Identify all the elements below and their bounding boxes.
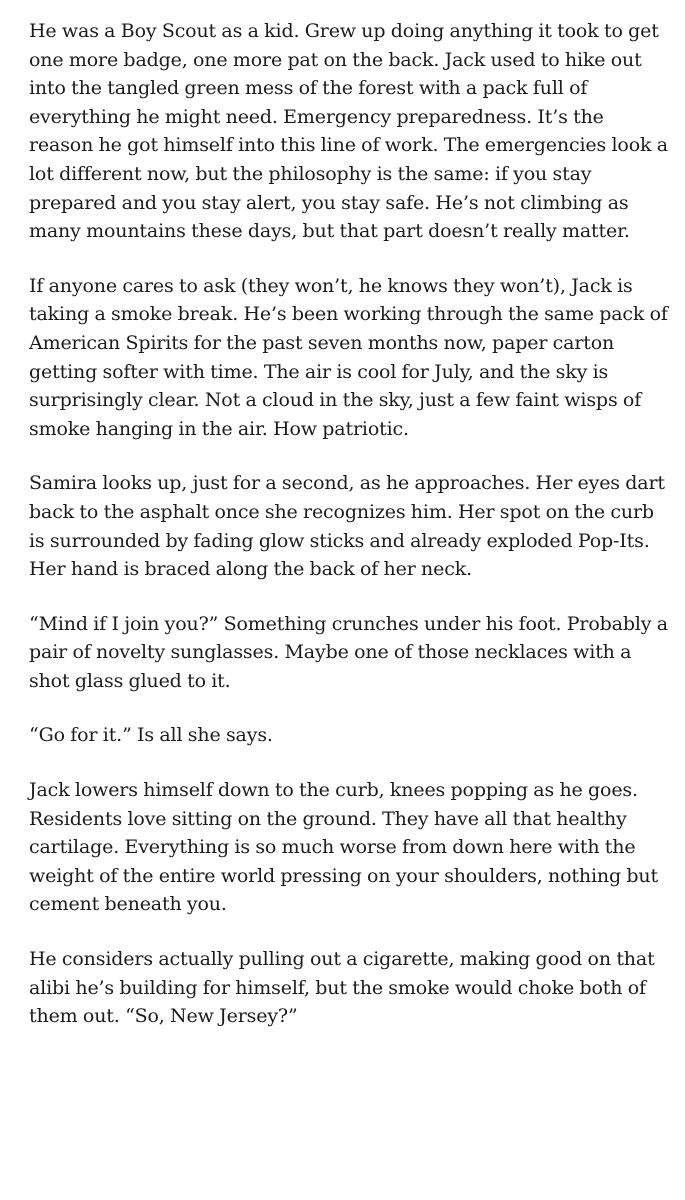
paragraph-new-jersey: He considers actually pulling out a cigarette, making good on that alibi he’s building for himself, but the smoke would choke both of them out. “So, New Jersey?” xyxy=(29,948,655,1028)
paragraph-lowers-himself: Jack lowers himself down to the curb, knees popping as he goes. Residents love sitting on the ground. They have all that healthy cartilage. Everything is so much worse from down here with the weight of the entire world pressing on your shoulders, nothing but cement beneath you. xyxy=(29,779,658,916)
paragraph-go-for-it: “Go for it.” Is all she says. xyxy=(29,724,273,747)
paragraph-mind-if-i-join: “Mind if I join you?” Something crunches under his foot. Probably a pair of novelty sunglasses. Maybe one of those necklaces with a shot glass glued to it. xyxy=(29,612,668,692)
paragraph-smoke-break: If anyone cares to ask (they won’t, he knows they won’t), Jack is taking a smoke break. He’s been working through the same pack of American Spirits for the past seven months now, paper carton getting softer with time. The air is cool for July, and the sky is surprisingly clear. Not a cloud in the sky, just a few faint wisps of smoke hanging in the air. How patriotic. xyxy=(29,274,668,440)
paragraph-boy-scout: He was a Boy Scout as a kid. Grew up doing anything it took to get one more badge, one more pat on the back. Jack used to hike out into the tangled green mess of the forest with a pack full of everything he might need. Emergency preparedness. It’s the reason he got himself into this line of work. The emergencies look a lot different now, but the philosophy is the same: if you stay prepared and you stay alert, you stay safe. He’s not climbing as many mountains these days, but that part doesn’t really matter. xyxy=(29,20,668,243)
paragraph-samira-looks-up: Samira looks up, just for a second, as he approaches. Her eyes dart back to the asphalt once she recognizes him. Her spot on the curb is surrounded by fading glow sticks and already exploded Pop-Its. Her hand is braced along the back of her neck. xyxy=(29,472,665,581)
